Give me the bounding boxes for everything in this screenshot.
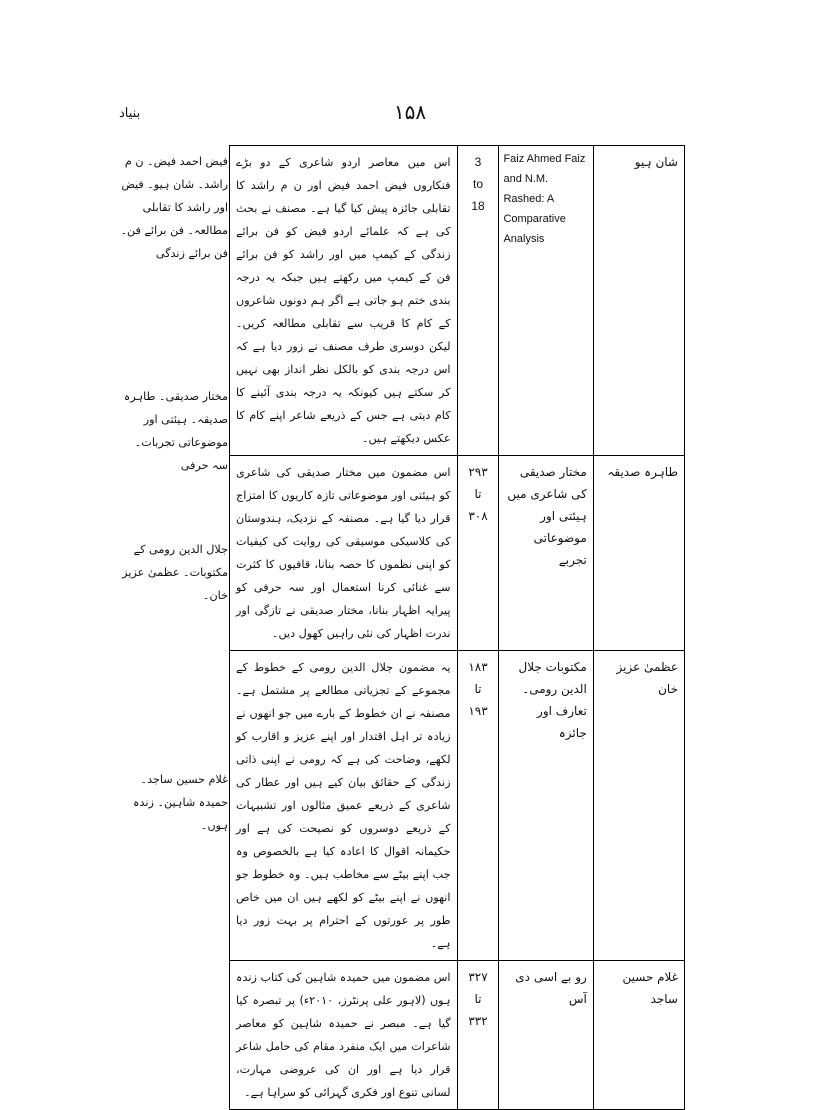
summary-cell: یہ مضمون جلال الدین رومی کے خطوط کے مجموعے کے تجزیاتی مطالعے پر مشتمل ہے۔ مصنفہ نے ان خطوط کے بارے میں جو انھوں نے زیادہ تر اہل اقتدار اور اپنے عزیز و اقارب کو لکھے، وضاحت کی ہے کہ رومی نے اپنی ذاتی زندگی کے حقائق بیان کیے ہیں اور عطار کی شاعری کے ذریعے عمیق مثالوں اور تشبیہات کے ذریعے دوسروں کو نصیحت کی ہے اور حکیمانہ اقوال کا اعادہ کیا ہے بالخصوص وہ جب اپنے بیٹے سے مخاطب ہیں۔ وہ خطوط جو انھوں نے اپنے بیٹے کو لکھے ہیں ان میں خاص طور پر عورتوں کے احترام پر بہت زور دیا ہے۔	[230, 651, 458, 961]
table-row	[230, 456, 685, 651]
summary-cell: اس میں معاصر اردو شاعری کے دو بڑے فنکاروں فیض احمد فیض اور ن م راشد کا تقابلی جائزہ پیش کیا گیا ہے۔ مصنف نے بحث کی ہے کہ علمائے اردو فیض کو فن برائے زندگی کے کیمپ میں اور راشد کو فن برائے فن کے کیمپ میں رکھتے ہیں جبکہ یہ درجہ بندی ختم ہو جاتی ہے اگر ہم دونوں شاعروں کے کام کا قریب سے تقابلی مطالعہ کریں۔ لیکن دوسری طرف مصنف نے زور دیا ہے کہ اس درجہ بندی کو بالکل نظر انداز بھی نہیں کر سکتے ہیں کیونکہ یہ درجہ بندی آئینے کا کام دیتی ہے جس کے ذریعے شاعر اپنے کام کا عکس دیکھتے ہیں۔	[230, 146, 458, 456]
journal-name: بنیاد	[119, 106, 141, 121]
keywords-note: مختار صدیقی۔ طاہرہ صدیقہ۔ ہیئتی اور موضوعاتی تجربات۔ سہ حرفی	[123, 390, 228, 472]
pages-cell	[457, 651, 499, 961]
title-cell: Faiz Ahmed Faiz and N.M. Rashed: A Comparative Analysis	[499, 146, 593, 456]
page-from: ۲۹۳	[468, 465, 488, 479]
page-separator: to	[472, 177, 483, 191]
page-number: ۱۵۸	[393, 100, 427, 124]
table-row	[230, 961, 685, 1110]
author-cell: عظمیٰ عزیز خان	[593, 651, 684, 961]
keywords-note: جلال الدین رومی کے مکتوبات۔ عظمیٰ عزیز خان۔	[122, 543, 228, 602]
pages-cell	[457, 146, 499, 456]
author-cell: شان ہیو	[593, 146, 684, 456]
title-cell: رو بے اسی دی آس	[499, 961, 593, 1110]
table-row	[230, 146, 685, 456]
bibliography-table	[229, 145, 685, 1110]
page-separator: تا	[474, 487, 482, 501]
author-cell: طاہرہ صدیقہ	[593, 456, 684, 651]
pages-cell	[457, 456, 499, 651]
title-cell: مختار صدیقی کی شاعری میں ہیئتی اور موضوعاتی تجربے	[499, 456, 593, 651]
keywords-note: فیض احمد فیض۔ ن م راشد۔ شان ہیو۔ فیض اور راشد کا تقابلی مطالعہ۔ فن برائے فن۔ فن برائے زندگی	[120, 155, 228, 260]
page-from: ۱۸۳	[468, 660, 488, 674]
page-to: 18	[471, 199, 485, 213]
page-from: 3	[474, 155, 482, 169]
author-cell: غلام حسین ساجد	[593, 961, 684, 1110]
page-from: ۳۲۷	[468, 970, 488, 984]
page-to: ۳۰۸	[468, 509, 488, 523]
keywords-note: غلام حسین ساجد۔ حمیدہ شاہین۔ زندہ ہوں۔	[132, 773, 228, 832]
table-row	[230, 651, 685, 961]
summary-cell: اس مضمون میں حمیدہ شاہین کی کتاب زندہ ہوں (لاہور علی پرنٹرز، ۲۰۱۰ء) پر تبصرہ کیا گیا ہے۔ مبصر نے حمیدہ شاہین کو معاصر شاعرات میں ایک منفرد مقام کی حامل شاعر قرار دیا ہے اور ان کی عروضی مہارت، لسانی تنوع اور فکری گہرائی کو سراہا ہے۔	[230, 961, 458, 1110]
pages-cell	[457, 961, 499, 1110]
page-to: ۳۳۲	[468, 1014, 488, 1028]
summary-cell: اس مضمون میں مختار صدیقی کی شاعری کو ہیئتی اور موضوعاتی تازہ کاریوں کا امتزاج قرار دیا گیا ہے۔ مصنفہ کے نزدیک، ہندوستان کی کلاسیکی موسیقی کی روایت کی کیفیات کو اپنی نظموں کا حصہ بنانا، قافیوں کا کثرت سے غنائی کرنا استعمال اور سہ حرفی کو پیرایہ اظہار بنانا، مختار صدیقی نے تازگی اور ندرت اظہار کی نئی راہیں کھول دیں۔	[230, 456, 458, 651]
title-cell: مکتوبات جلال الدین رومی۔ تعارف اور جائزہ	[499, 651, 593, 961]
page-separator: تا	[474, 682, 482, 696]
page-to: ۱۹۳	[468, 704, 488, 718]
page-separator: تا	[474, 992, 482, 1006]
